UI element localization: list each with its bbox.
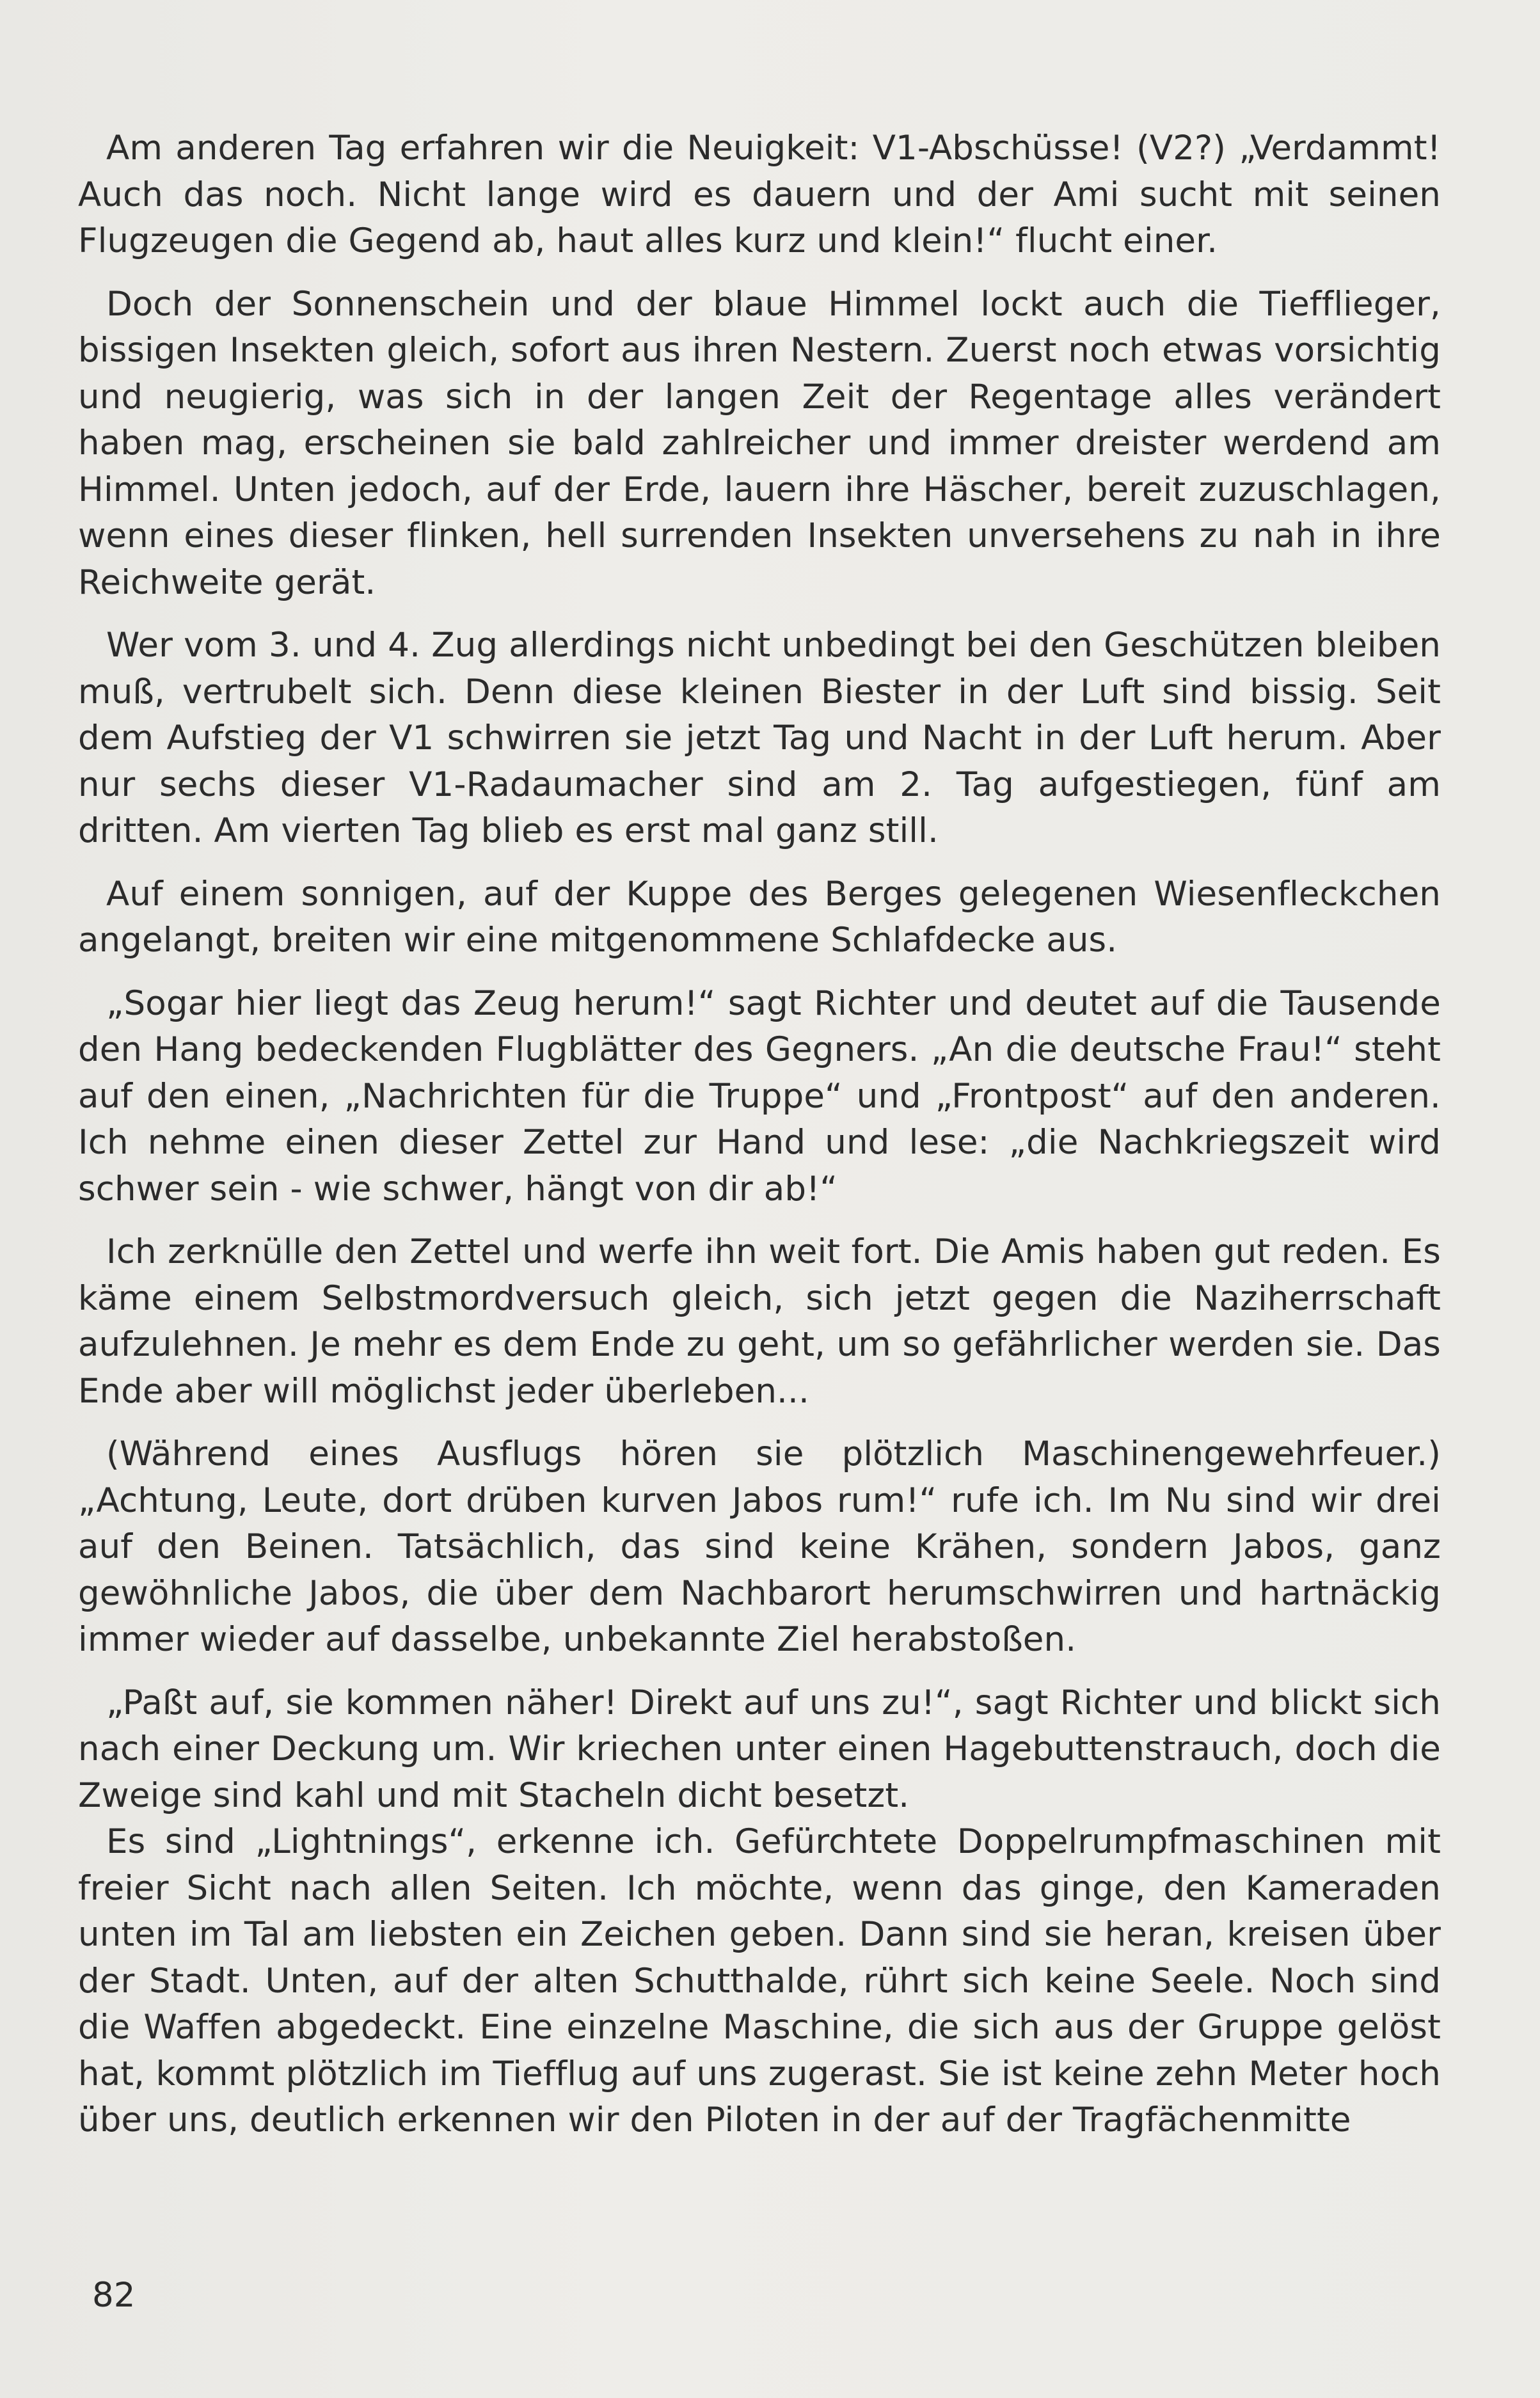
paragraph-9: Es sind „Lightnings“, erkenne ich. Gefürchtete Doppelrumpfmaschinen mit freier Sicht nach allen Seiten. Ich möchte, wenn das ginge, den Kameraden unten im Tal am liebsten ein Zeichen geben. Dann sind sie heran, kreisen über der Stadt. Unten, auf der alten Schutthalde, rührt sich keine Seele. Noch sind die Waffen abgedeckt. Eine einzelne Maschine, die sich aus der Gruppe gelöst hat, kommt plötzlich im Tiefflug auf uns zugerast. Sie ist keine zehn Meter hoch über uns, deutlich erkennen wir den Piloten in der auf der Tragfächenmitte: [78, 1822, 1441, 2140]
paragraph-7: (Während eines Ausflugs hören sie plötzlich Maschinengewehrfeuer.) „Achtung, Leute, dort drüben kurven Jabos rum!“ rufe ich. Im Nu sind wir drei auf den Beinen. Tatsächlich, das sind keine Krähen, sondern Jabos, ganz gewöhnliche Jabos, die über dem Nachbarort herumschwirren und hartnäckig immer wieder auf dasselbe, unbekannte Ziel herabstoßen.: [78, 1434, 1441, 1659]
paragraph-4: Auf einem sonnigen, auf der Kuppe des Berges gelegenen Wiesenfleckchen angelangt, breiten wir eine mitgenommene Schlafdecke aus.: [78, 874, 1441, 960]
paragraph-1: Am anderen Tag erfahren wir die Neuigkeit: V1-Abschüsse! (V2?) „Verdammt! Auch das noch. Nicht lange wird es dauern und der Ami sucht mit seinen Flugzeugen die Gegend ab, haut alles kurz und klein!“ flucht einer.: [78, 129, 1441, 260]
page-number: 82: [92, 2276, 136, 2315]
paragraph-8: „Paßt auf, sie kommen näher! Direkt auf uns zu!“, sagt Richter und blickt sich nach einer Deckung um. Wir kriechen unter einen Hagebuttenstrauch, doch die Zweige sind kahl und mit Stacheln dicht besetzt.: [78, 1683, 1441, 1815]
paragraph-6: Ich zerknülle den Zettel und werfe ihn weit fort. Die Amis haben gut reden. Es käme einem Selbstmordversuch gleich, sich jetzt gegen die Naziherrschaft aufzulehnen. Je mehr es dem Ende zu geht, um so gefährlicher werden sie. Das Ende aber will möglichst jeder überleben...: [78, 1232, 1441, 1411]
paragraph-2: Doch der Sonnenschein und der blaue Himmel lockt auch die Tiefflieger, bissigen Insekten gleich, sofort aus ihren Nestern. Zuerst noch etwas vorsichtig und neugierig, was sich in der langen Zeit der Regentage alles verändert haben mag, erscheinen sie bald zahlreicher und immer dreister werdend am Himmel. Unten jedoch, auf der Erde, lauern ihre Häscher, bereit zuzuschlagen, wenn eines dieser flinken, hell surrenden Insekten unversehens zu nah in ihre Reichweite gerät.: [78, 284, 1441, 602]
paragraph-3: Wer vom 3. und 4. Zug allerdings nicht unbedingt bei den Geschützen bleiben muß, vertrubelt sich. Denn diese kleinen Biester in der Luft sind bissig. Seit dem Aufstieg der V1 schwirren sie jetzt Tag und Nacht in der Luft herum. Aber nur sechs dieser V1-Radaumacher sind am 2. Tag aufgestiegen, fünf am dritten. Am vierten Tag blieb es erst mal ganz still.: [78, 626, 1441, 850]
text-column: [78, 125, 1441, 2144]
paragraph-5: „Sogar hier liegt das Zeug herum!“ sagt Richter und deutet auf die Tausende den Hang bedeckenden Flugblätter des Gegners. „An die deutsche Frau!“ steht auf den einen, „Nachrichten für die Truppe“ und „Frontpost“ auf den anderen. Ich nehme einen dieser Zettel zur Hand und lese: „die Nachkriegszeit wird schwer sein - wie schwer, hängt von dir ab!“: [78, 983, 1441, 1209]
